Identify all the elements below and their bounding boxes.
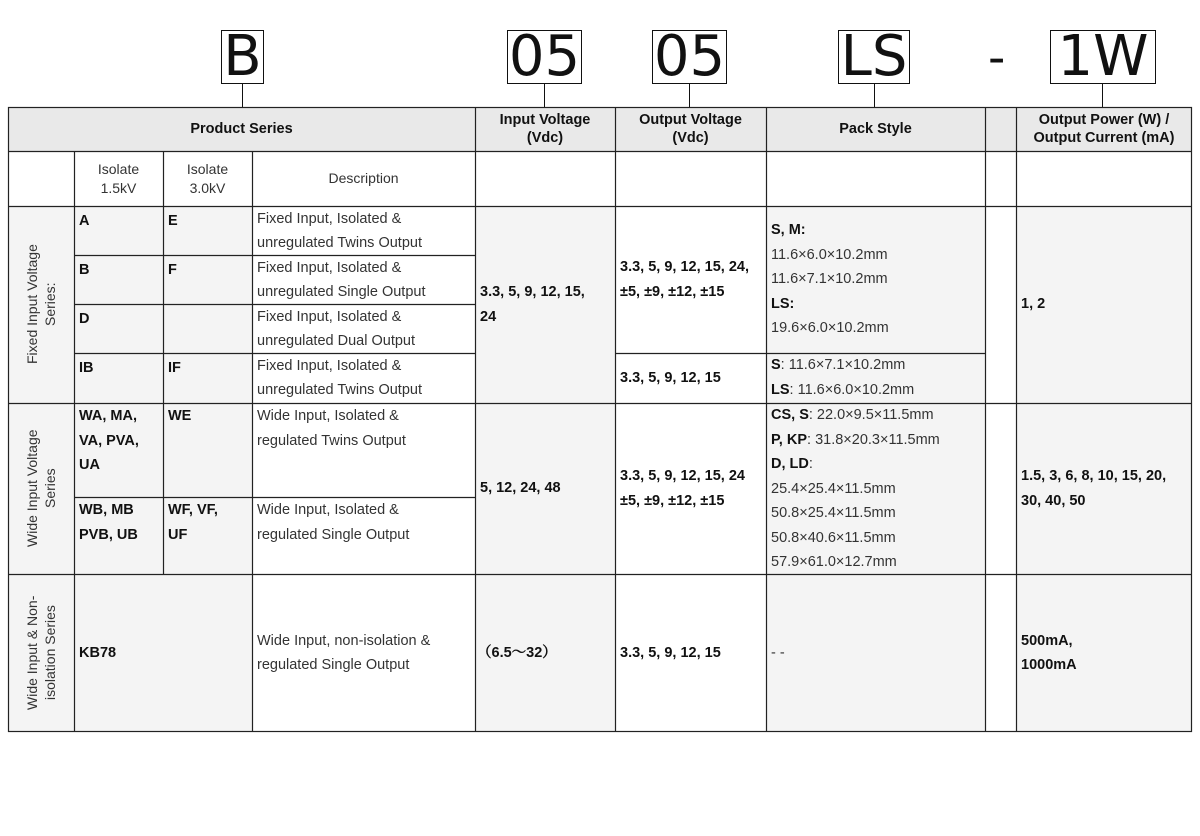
connector-output [689, 84, 690, 108]
fixed-row1-desc: Fixed Input, Isolated & unregulated Twins Output [257, 211, 422, 251]
fixed-row3-iso15: D [79, 311, 90, 327]
fixed-pack-style-a [766, 206, 985, 353]
wide-row1-iso30: WE [168, 408, 192, 424]
fixed-pack-b-ls-size: : 11.6×6.0×10.2mm [789, 381, 915, 398]
wide-row2-iso30: WF, VF, UF [168, 502, 218, 543]
wide-pack-cs-label: CS, S [771, 407, 809, 423]
fixed-output-power: 1, 2 [1021, 296, 1046, 313]
header-output-voltage: Output Voltage (Vdc) [615, 107, 766, 151]
code-pack-box: LS [838, 30, 910, 84]
fixed-row3-iso30 [163, 304, 252, 353]
wide-pack-cs-size: : 22.0×9.5×11.5mm [808, 407, 934, 423]
header-spacer [985, 107, 1016, 151]
group-label-nonisolated: Wide Input & Non- isolation Series [24, 595, 58, 711]
nonisolated-output-voltage: 3.3, 5, 9, 12, 15 [620, 644, 721, 661]
group-label-fixed: Fixed Input Voltage Series: [24, 244, 58, 365]
wide-input-voltage: 5, 12, 24, 48 [480, 480, 561, 497]
fixed-pack-b-s-label: S [771, 357, 781, 373]
code-dash: - [988, 30, 1006, 86]
wide-pack-line5: 50.8×25.4×11.5mm [771, 505, 896, 521]
wide-row1-iso15: WA, MA, VA, PVA, UA [79, 408, 139, 473]
nonisolated-input-voltage: （6.5～32） [477, 644, 557, 661]
fixed-pack-style-b [766, 353, 985, 403]
fixed-pack-a-line5: 19.6×6.0×10.2mm [771, 320, 889, 336]
code-power-box: 1W [1050, 30, 1156, 84]
fixed-input-voltage: 3.3, 5, 9, 12, 15, 24 [480, 284, 585, 325]
fixed-row1-iso30: E [168, 213, 178, 229]
fixed-row2-iso30: F [168, 262, 177, 278]
fixed-row2-iso15: B [79, 262, 90, 278]
nonisolated-pack-style: - - [771, 644, 785, 661]
fixed-row4-iso15: IB [79, 360, 94, 376]
subheader-description: Description [252, 151, 475, 206]
nonisolated-output-power: 500mA, 1000mA [1021, 632, 1077, 673]
nonisolated-desc: Wide Input, non-isolation & regulated Single Output [257, 632, 431, 673]
fixed-row3-desc: Fixed Input, Isolated & unregulated Dual Output [257, 309, 415, 349]
wide-pack-d-label: D, LD [771, 456, 809, 472]
wide-pack-p-label: P, KP [771, 431, 808, 448]
fixed-pack-b-s-size: : 11.6×7.1×10.2mm [780, 357, 906, 373]
group-label-wide: Wide Input Voltage Series [24, 429, 58, 548]
connector-input [544, 84, 545, 108]
fixed-pack-b-ls-label: LS [771, 381, 790, 398]
connector-series [242, 84, 243, 108]
header-product-series: Product Series [8, 107, 475, 151]
header-output-power: Output Power (W) / Output Current (mA) [1016, 107, 1192, 151]
subheader-isolate-3-0kv: Isolate 3.0kV [163, 151, 252, 206]
wide-output-voltage: 3.3, 5, 9, 12, 15, 24 ±5, ±9, ±12, ±15 [620, 468, 745, 509]
subheader-isolate-1-5kv: Isolate 1.5kV [74, 151, 163, 206]
fixed-row4-desc: Fixed Input, Isolated & unregulated Twins Output [257, 358, 422, 398]
code-output-box: 05 [653, 24, 726, 89]
header-input-voltage: Input Voltage (Vdc) [475, 107, 615, 151]
wide-row1-desc: Wide Input, Isolated & regulated Twins Output [257, 408, 406, 449]
wide-pack-line4: 25.4×25.4×11.5mm [771, 480, 896, 497]
wide-output-power: 1.5, 3, 6, 8, 10, 15, 20, 30, 40, 50 [1021, 468, 1167, 509]
fixed-output-voltage-a: 3.3, 5, 9, 12, 15, 24, ±5, ±9, ±12, ±15 [620, 259, 749, 300]
wide-pack-style [766, 403, 985, 574]
nonisolated-model: KB78 [79, 644, 117, 661]
wide-pack-d-colon: : [808, 456, 813, 472]
wide-row2-desc: Wide Input, Isolated & regulated Single Output [257, 502, 410, 543]
code-input-box: 05 [508, 24, 581, 89]
fixed-pack-a-line4: LS: [771, 295, 795, 312]
connector-pack [874, 84, 875, 108]
fixed-pack-a-line2: 11.6×6.0×10.2mm [771, 246, 888, 263]
header-pack-style: Pack Style [766, 107, 985, 151]
wide-pack-line7: 57.9×61.0×12.7mm [771, 554, 897, 570]
fixed-output-voltage-b: 3.3, 5, 9, 12, 15 [620, 369, 721, 386]
wide-pack-line6: 50.8×40.6×11.5mm [771, 529, 896, 546]
connector-power [1102, 84, 1103, 108]
fixed-row4-iso30: IF [168, 360, 181, 376]
fixed-pack-a-line3: 11.6×7.1×10.2mm [771, 271, 888, 287]
code-series-box: B [221, 30, 264, 84]
wide-row2-iso15: WB, MB PVB, UB [79, 502, 138, 543]
fixed-pack-a-line1: S, M: [771, 222, 806, 238]
fixed-row2-desc: Fixed Input, Isolated & unregulated Single Output [257, 260, 426, 300]
fixed-row1-iso15: A [79, 213, 90, 229]
wide-pack-p-size: : 31.8×20.3×11.5mm [807, 431, 940, 448]
